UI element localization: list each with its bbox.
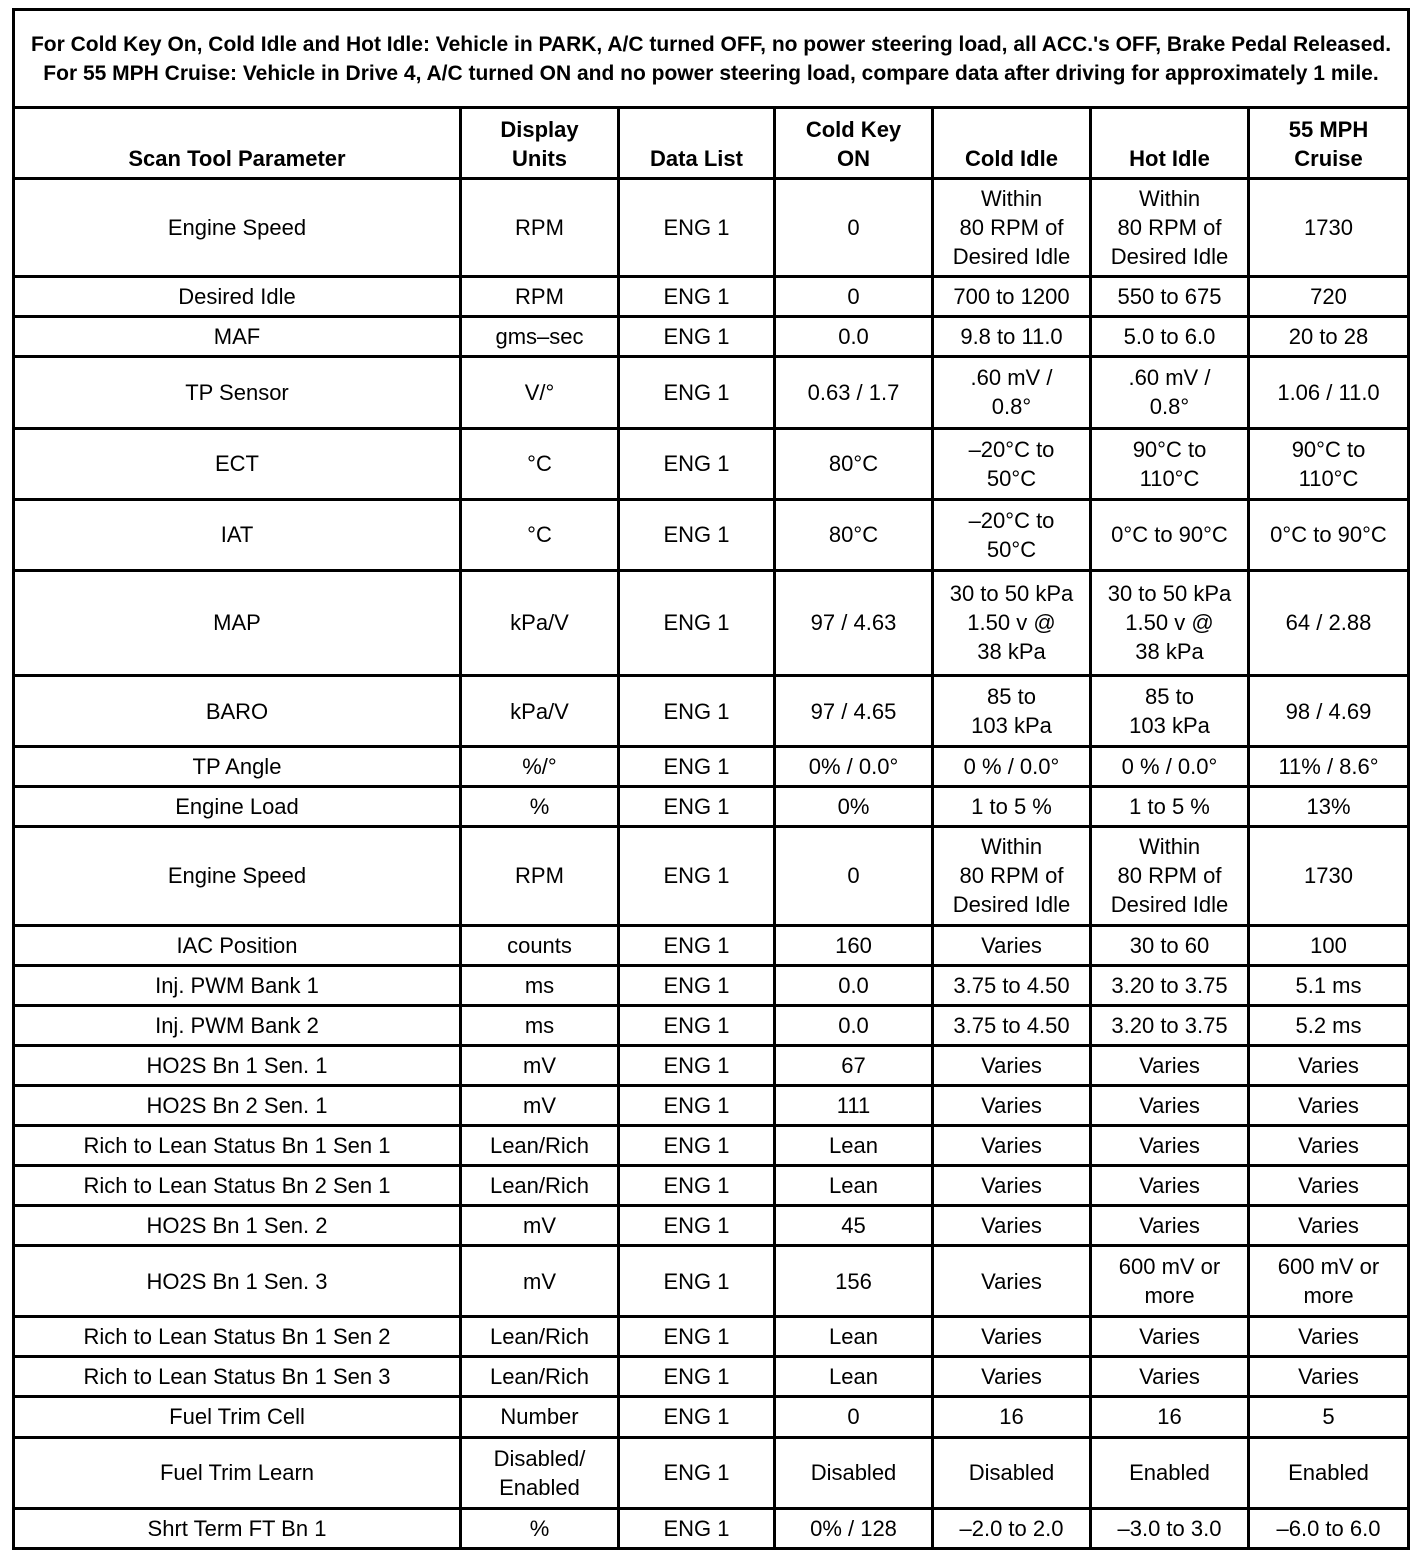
table-row	[14, 317, 1409, 357]
cell-hot-idle: 550 to 675	[1091, 277, 1249, 317]
cell-hot-idle: 90°C to 110°C	[1091, 428, 1249, 499]
table-row	[14, 499, 1409, 570]
header-cold-key-on: Cold Key ON	[775, 108, 933, 179]
cell-data-list: ENG 1	[619, 1005, 775, 1045]
cell-data-list: ENG 1	[619, 1085, 775, 1125]
cell-cruise: 1730	[1249, 179, 1409, 277]
cell-cold-key-on: 0.0	[775, 317, 933, 357]
table-row	[14, 747, 1409, 787]
cell-hot-idle: 0°C to 90°C	[1091, 499, 1249, 570]
cell-cruise: Varies	[1249, 1085, 1409, 1125]
cell-cold-key-on: 0	[775, 277, 933, 317]
cell-display-units: V/°	[461, 357, 619, 428]
cell-display-units: RPM	[461, 827, 619, 925]
cell-hot-idle: 1 to 5 %	[1091, 787, 1249, 827]
cell-cold-idle: 85 to 103 kPa	[933, 676, 1091, 747]
cell-data-list: ENG 1	[619, 1206, 775, 1246]
table-row	[14, 1397, 1409, 1437]
cell-cold-idle: 30 to 50 kPa 1.50 v @ 38 kPa	[933, 570, 1091, 675]
cell-cold-key-on: 0	[775, 1397, 933, 1437]
cell-cruise: Varies	[1249, 1317, 1409, 1357]
header-scan-tool-parameter: Scan Tool Parameter	[14, 108, 461, 179]
cell-hot-idle: Varies	[1091, 1357, 1249, 1397]
cell-cruise: 5.1 ms	[1249, 965, 1409, 1005]
table-row	[14, 925, 1409, 965]
cell-cold-key-on: 0	[775, 179, 933, 277]
table-row	[14, 357, 1409, 428]
cell-data-list: ENG 1	[619, 317, 775, 357]
cell-cold-idle: –20°C to 50°C	[933, 428, 1091, 499]
table-row	[14, 787, 1409, 827]
cell-cold-idle: Varies	[933, 1246, 1091, 1317]
cell-cold-idle: 9.8 to 11.0	[933, 317, 1091, 357]
cell-data-list: ENG 1	[619, 499, 775, 570]
cell-hot-idle: .60 mV / 0.8°	[1091, 357, 1249, 428]
cell-parameter: MAP	[14, 570, 461, 675]
cell-parameter: Inj. PWM Bank 1	[14, 965, 461, 1005]
cell-cruise: 98 / 4.69	[1249, 676, 1409, 747]
cell-cold-key-on: 0.0	[775, 965, 933, 1005]
table-row	[14, 1206, 1409, 1246]
cell-hot-idle: 0 % / 0.0°	[1091, 747, 1249, 787]
cell-parameter: HO2S Bn 2 Sen. 1	[14, 1085, 461, 1125]
cell-parameter: Engine Speed	[14, 827, 461, 925]
cell-cold-key-on: 0% / 0.0°	[775, 747, 933, 787]
cell-cold-key-on: 111	[775, 1085, 933, 1125]
cell-hot-idle: Varies	[1091, 1206, 1249, 1246]
cell-hot-idle: 600 mV or more	[1091, 1246, 1249, 1317]
cell-data-list: ENG 1	[619, 787, 775, 827]
cell-display-units: %	[461, 787, 619, 827]
cell-display-units: Lean/Rich	[461, 1317, 619, 1357]
cell-cruise: Varies	[1249, 1206, 1409, 1246]
cell-display-units: Lean/Rich	[461, 1125, 619, 1165]
cell-cruise: 720	[1249, 277, 1409, 317]
cell-cold-idle: Within 80 RPM of Desired Idle	[933, 827, 1091, 925]
cell-cruise: Varies	[1249, 1125, 1409, 1165]
cell-cruise: 1730	[1249, 827, 1409, 925]
cell-parameter: Rich to Lean Status Bn 1 Sen 2	[14, 1317, 461, 1357]
cell-cold-key-on: 80°C	[775, 499, 933, 570]
cell-display-units: mV	[461, 1206, 619, 1246]
cell-data-list: ENG 1	[619, 1125, 775, 1165]
cell-cruise: 0°C to 90°C	[1249, 499, 1409, 570]
cell-hot-idle: Varies	[1091, 1045, 1249, 1085]
table-row	[14, 1246, 1409, 1317]
cell-data-list: ENG 1	[619, 1165, 775, 1205]
cell-hot-idle: Varies	[1091, 1125, 1249, 1165]
cell-cold-key-on: Disabled	[775, 1437, 933, 1508]
cell-hot-idle: 30 to 50 kPa 1.50 v @ 38 kPa	[1091, 570, 1249, 675]
cell-hot-idle: –3.0 to 3.0	[1091, 1508, 1249, 1548]
test-conditions-note: For Cold Key On, Cold Idle and Hot Idle: Vehicle in PARK, A/C turned OFF, no power steering load, all ACC.'s OFF, Brake Pedal Released. For 55 MPH Cruise: Vehicle in Drive 4, A/C turned ON and no power steering load, compare data after driving for approximately 1 mile.	[14, 10, 1409, 108]
cell-cold-key-on: 0% / 128	[775, 1508, 933, 1548]
cell-hot-idle: Varies	[1091, 1085, 1249, 1125]
cell-data-list: ENG 1	[619, 428, 775, 499]
table-row	[14, 965, 1409, 1005]
cell-data-list: ENG 1	[619, 1397, 775, 1437]
cell-data-list: ENG 1	[619, 277, 775, 317]
cell-data-list: ENG 1	[619, 1437, 775, 1508]
cell-cold-key-on: 0.0	[775, 1005, 933, 1045]
cell-parameter: BARO	[14, 676, 461, 747]
cell-cold-idle: 3.75 to 4.50	[933, 1005, 1091, 1045]
cell-cold-idle: 700 to 1200	[933, 277, 1091, 317]
cell-display-units: counts	[461, 925, 619, 965]
cell-hot-idle: Enabled	[1091, 1437, 1249, 1508]
cell-hot-idle: 3.20 to 3.75	[1091, 965, 1249, 1005]
cell-cold-key-on: 156	[775, 1246, 933, 1317]
cell-data-list: ENG 1	[619, 1246, 775, 1317]
header-cold-idle: Cold Idle	[933, 108, 1091, 179]
cell-cruise: Varies	[1249, 1357, 1409, 1397]
table-row	[14, 1125, 1409, 1165]
cell-display-units: °C	[461, 428, 619, 499]
cell-parameter: Fuel Trim Learn	[14, 1437, 461, 1508]
table-row	[14, 1165, 1409, 1205]
cell-display-units: gms–sec	[461, 317, 619, 357]
cell-parameter: TP Angle	[14, 747, 461, 787]
cell-hot-idle: 30 to 60	[1091, 925, 1249, 965]
cell-cruise: 13%	[1249, 787, 1409, 827]
header-hot-idle: Hot Idle	[1091, 108, 1249, 179]
cell-cold-idle: Varies	[933, 1357, 1091, 1397]
cell-cruise: 1.06 / 11.0	[1249, 357, 1409, 428]
cell-data-list: ENG 1	[619, 925, 775, 965]
table-row	[14, 1085, 1409, 1125]
cell-parameter: TP Sensor	[14, 357, 461, 428]
cell-cold-idle: Disabled	[933, 1437, 1091, 1508]
cell-cold-idle: 16	[933, 1397, 1091, 1437]
header-data-list: Data List	[619, 108, 775, 179]
cell-cold-key-on: Lean	[775, 1165, 933, 1205]
cell-cold-idle: –20°C to 50°C	[933, 499, 1091, 570]
table-row	[14, 428, 1409, 499]
cell-cruise: 600 mV or more	[1249, 1246, 1409, 1317]
cell-cold-key-on: 0.63 / 1.7	[775, 357, 933, 428]
cell-display-units: %/°	[461, 747, 619, 787]
cell-hot-idle: 85 to 103 kPa	[1091, 676, 1249, 747]
cell-parameter: IAC Position	[14, 925, 461, 965]
cell-cold-key-on: Lean	[775, 1357, 933, 1397]
table-row	[14, 1317, 1409, 1357]
table-row	[14, 1357, 1409, 1397]
cell-cruise: Varies	[1249, 1165, 1409, 1205]
table-row	[14, 570, 1409, 675]
table-row	[14, 676, 1409, 747]
cell-data-list: ENG 1	[619, 570, 775, 675]
cell-parameter: Desired Idle	[14, 277, 461, 317]
cell-data-list: ENG 1	[619, 747, 775, 787]
cell-cruise: 11% / 8.6°	[1249, 747, 1409, 787]
cell-cold-idle: Varies	[933, 1125, 1091, 1165]
header-55-mph-cruise: 55 MPH Cruise	[1249, 108, 1409, 179]
cell-data-list: ENG 1	[619, 179, 775, 277]
cell-cold-idle: Varies	[933, 1045, 1091, 1085]
cell-display-units: Lean/Rich	[461, 1357, 619, 1397]
cell-display-units: °C	[461, 499, 619, 570]
cell-data-list: ENG 1	[619, 827, 775, 925]
cell-hot-idle: Varies	[1091, 1317, 1249, 1357]
cell-parameter: Shrt Term FT Bn 1	[14, 1508, 461, 1548]
cell-cold-key-on: 67	[775, 1045, 933, 1085]
cell-parameter: MAF	[14, 317, 461, 357]
cell-display-units: mV	[461, 1045, 619, 1085]
cell-hot-idle: Within 80 RPM of Desired Idle	[1091, 179, 1249, 277]
cell-display-units: RPM	[461, 179, 619, 277]
cell-cold-idle: Varies	[933, 925, 1091, 965]
cell-cruise: Varies	[1249, 1045, 1409, 1085]
cell-cold-idle: .60 mV / 0.8°	[933, 357, 1091, 428]
cell-hot-idle: 16	[1091, 1397, 1249, 1437]
cell-data-list: ENG 1	[619, 1357, 775, 1397]
cell-cold-key-on: 0%	[775, 787, 933, 827]
cell-cold-idle: Varies	[933, 1206, 1091, 1246]
cell-cruise: 5.2 ms	[1249, 1005, 1409, 1045]
cell-cold-idle: Within 80 RPM of Desired Idle	[933, 179, 1091, 277]
table-row	[14, 277, 1409, 317]
cell-cold-idle: 0 % / 0.0°	[933, 747, 1091, 787]
cell-cruise: –6.0 to 6.0	[1249, 1508, 1409, 1548]
cell-parameter: Fuel Trim Cell	[14, 1397, 461, 1437]
cell-cruise: 64 / 2.88	[1249, 570, 1409, 675]
cell-parameter: HO2S Bn 1 Sen. 3	[14, 1246, 461, 1317]
cell-display-units: Disabled/ Enabled	[461, 1437, 619, 1508]
cell-cruise: 20 to 28	[1249, 317, 1409, 357]
cell-data-list: ENG 1	[619, 676, 775, 747]
cell-display-units: mV	[461, 1246, 619, 1317]
table-row	[14, 1045, 1409, 1085]
cell-parameter: Rich to Lean Status Bn 1 Sen 3	[14, 1357, 461, 1397]
cell-display-units: RPM	[461, 277, 619, 317]
cell-parameter: Inj. PWM Bank 2	[14, 1005, 461, 1045]
cell-cruise: 100	[1249, 925, 1409, 965]
cell-parameter: HO2S Bn 1 Sen. 2	[14, 1206, 461, 1246]
cell-parameter: Rich to Lean Status Bn 2 Sen 1	[14, 1165, 461, 1205]
cell-cruise: 5	[1249, 1397, 1409, 1437]
cell-cold-key-on: 97 / 4.63	[775, 570, 933, 675]
cell-display-units: Number	[461, 1397, 619, 1437]
cell-parameter: Rich to Lean Status Bn 1 Sen 1	[14, 1125, 461, 1165]
cell-hot-idle: Within 80 RPM of Desired Idle	[1091, 827, 1249, 925]
cell-data-list: ENG 1	[619, 1045, 775, 1085]
cell-hot-idle: Varies	[1091, 1165, 1249, 1205]
cell-cruise: Enabled	[1249, 1437, 1409, 1508]
cell-cold-key-on: 160	[775, 925, 933, 965]
cell-parameter: HO2S Bn 1 Sen. 1	[14, 1045, 461, 1085]
cell-hot-idle: 5.0 to 6.0	[1091, 317, 1249, 357]
cell-cold-key-on: 0	[775, 827, 933, 925]
cell-cold-key-on: 80°C	[775, 428, 933, 499]
cell-cold-key-on: 97 / 4.65	[775, 676, 933, 747]
cell-cold-idle: Varies	[933, 1165, 1091, 1205]
cell-cold-idle: –2.0 to 2.0	[933, 1508, 1091, 1548]
table-row	[14, 1508, 1409, 1548]
cell-display-units: ms	[461, 965, 619, 1005]
cell-display-units: mV	[461, 1085, 619, 1125]
cell-display-units: ms	[461, 1005, 619, 1045]
scan-tool-data-table	[12, 8, 1410, 1550]
cell-hot-idle: 3.20 to 3.75	[1091, 1005, 1249, 1045]
cell-display-units: kPa/V	[461, 570, 619, 675]
cell-parameter: IAT	[14, 499, 461, 570]
cell-cold-idle: Varies	[933, 1317, 1091, 1357]
cell-data-list: ENG 1	[619, 965, 775, 1005]
table-row	[14, 179, 1409, 277]
cell-data-list: ENG 1	[619, 1508, 775, 1548]
cell-data-list: ENG 1	[619, 1317, 775, 1357]
cell-cold-key-on: Lean	[775, 1125, 933, 1165]
cell-parameter: Engine Speed	[14, 179, 461, 277]
cell-parameter: ECT	[14, 428, 461, 499]
cell-data-list: ENG 1	[619, 357, 775, 428]
table-row	[14, 827, 1409, 925]
cell-cold-idle: 3.75 to 4.50	[933, 965, 1091, 1005]
cell-display-units: kPa/V	[461, 676, 619, 747]
cell-display-units: Lean/Rich	[461, 1165, 619, 1205]
table-body	[14, 179, 1409, 1549]
cell-cold-idle: 1 to 5 %	[933, 787, 1091, 827]
table-row	[14, 1437, 1409, 1508]
cell-parameter: Engine Load	[14, 787, 461, 827]
cell-cold-key-on: Lean	[775, 1317, 933, 1357]
cell-cold-idle: Varies	[933, 1085, 1091, 1125]
cell-cold-key-on: 45	[775, 1206, 933, 1246]
cell-display-units: %	[461, 1508, 619, 1548]
header-display-units: Display Units	[461, 108, 619, 179]
cell-cruise: 90°C to 110°C	[1249, 428, 1409, 499]
table-row	[14, 1005, 1409, 1045]
